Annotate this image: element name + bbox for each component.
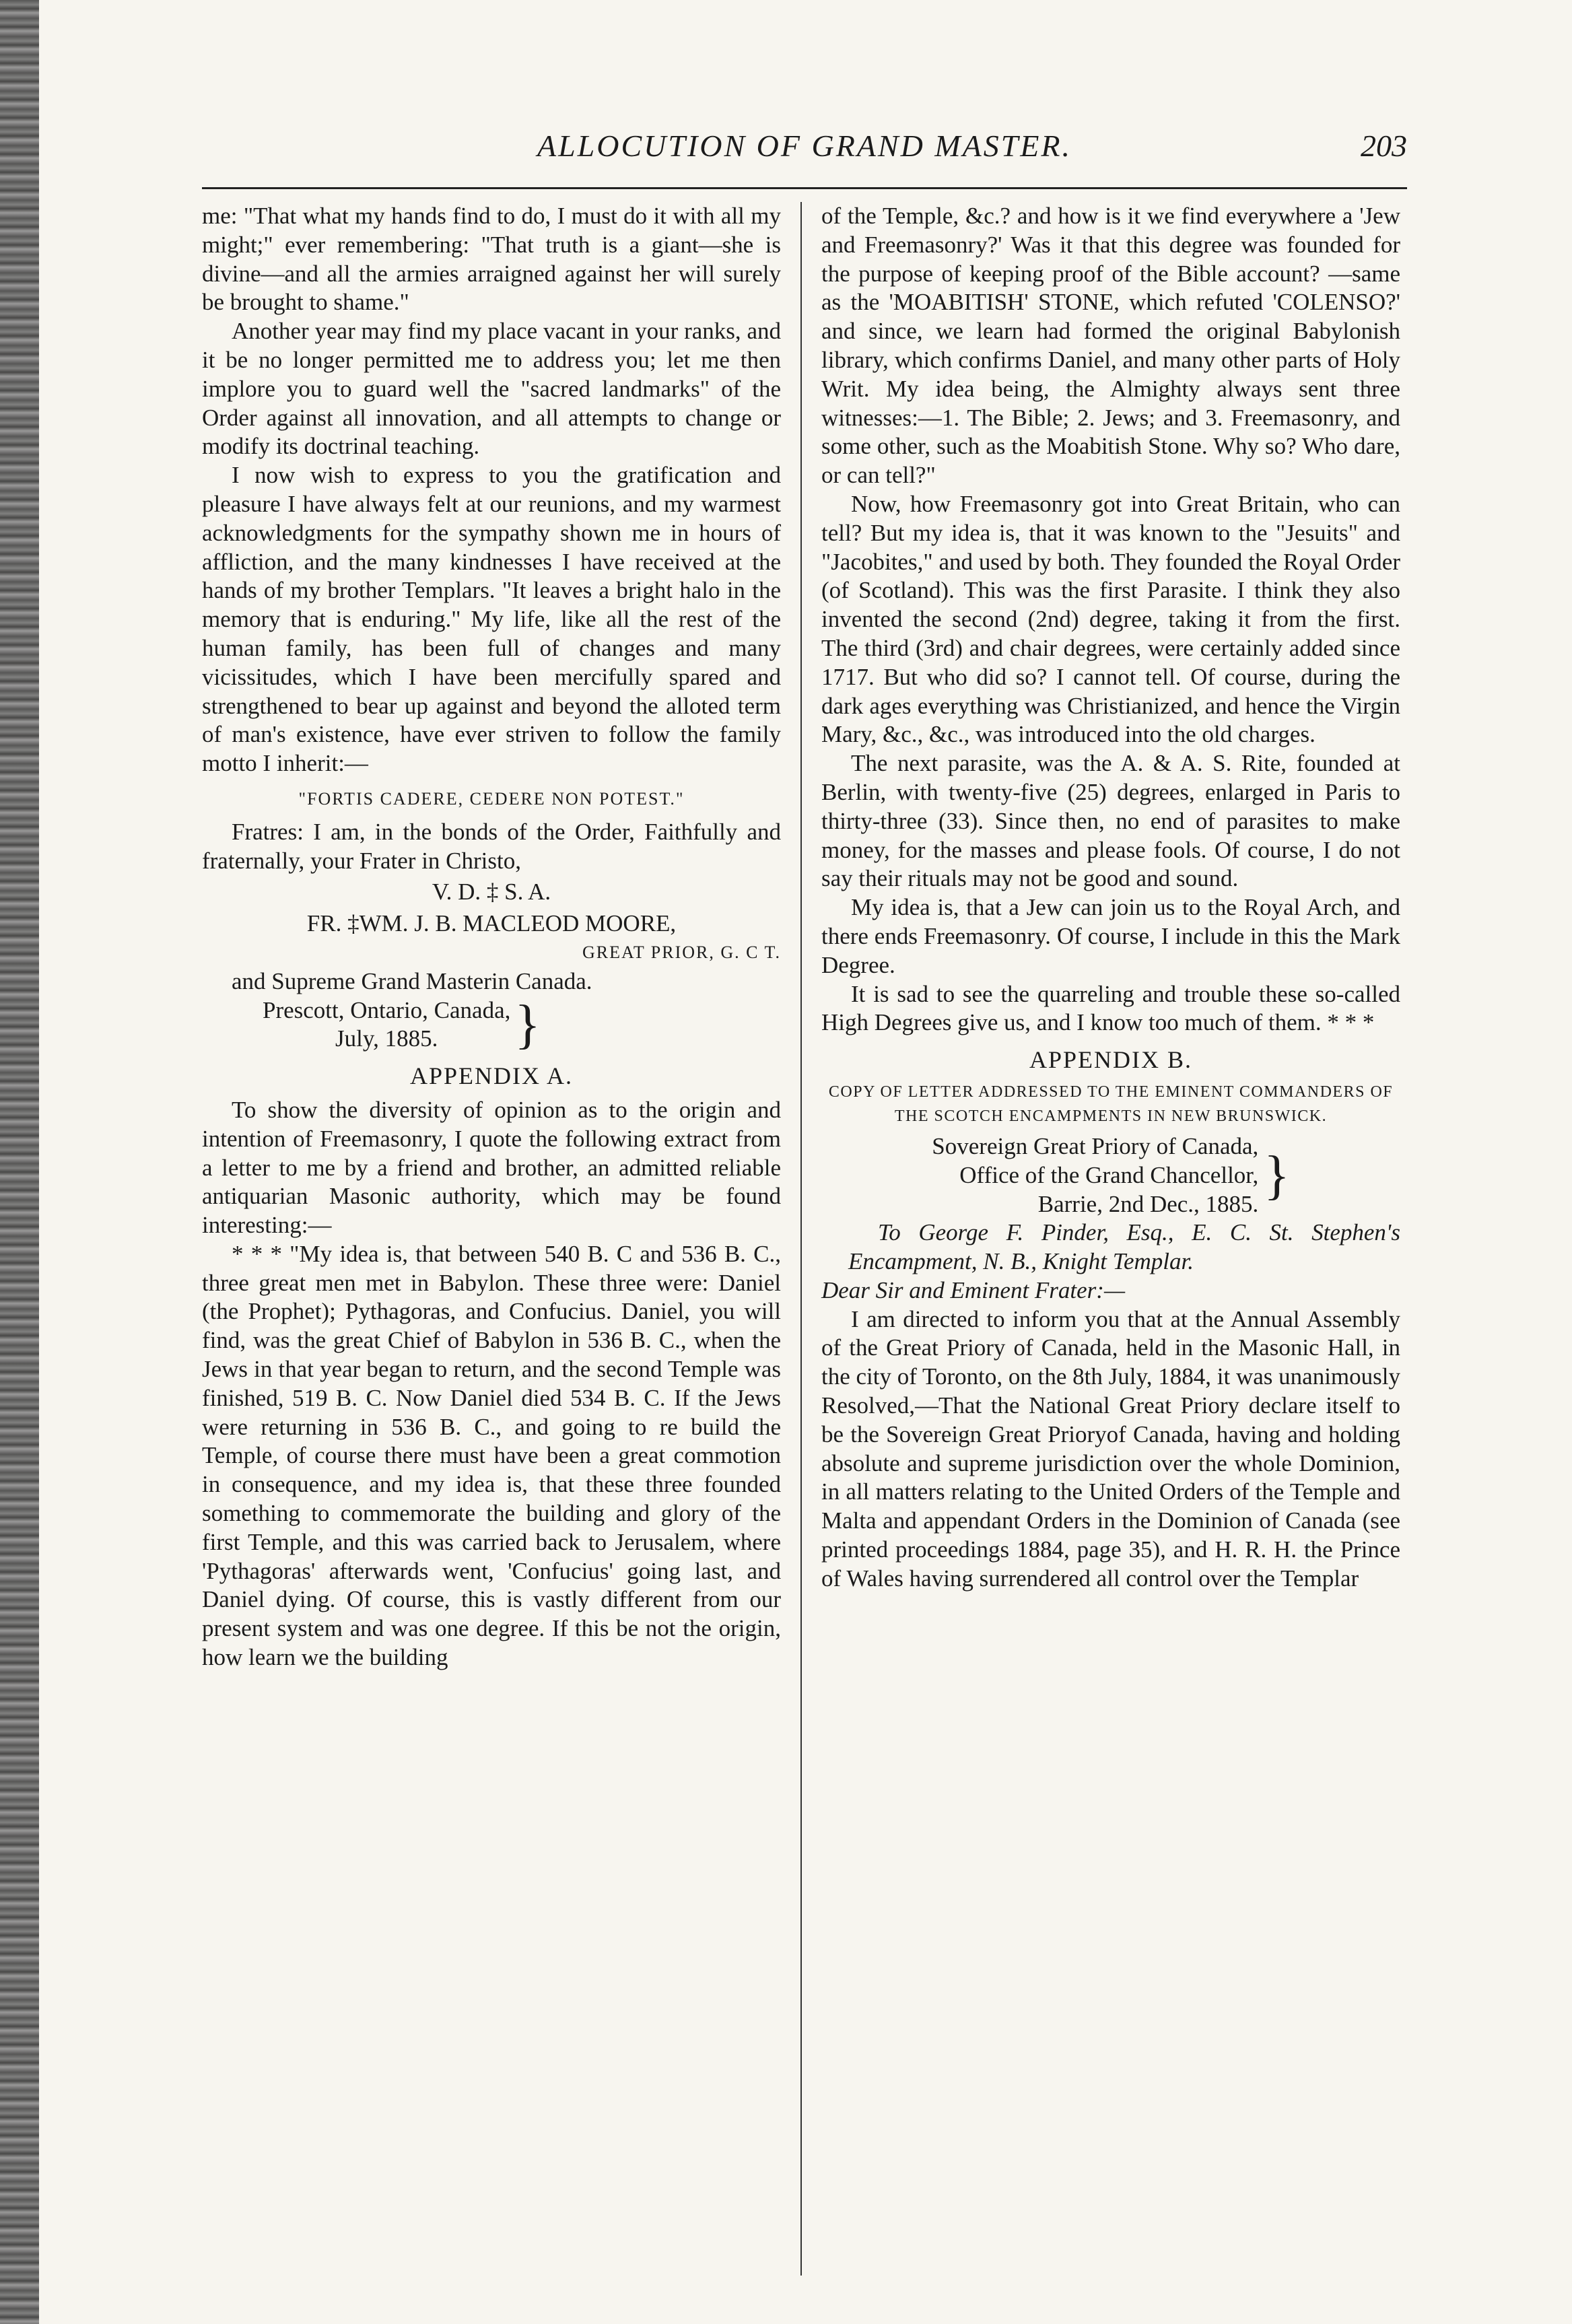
column-divider <box>800 202 802 2276</box>
family-motto: "FORTIS CADERE, CEDERE NON POTEST." <box>298 788 685 809</box>
letter-heading: COPY OF LETTER ADDRESSED TO THE EMINENT COMMANDERS OF THE SCOTCH ENCAMPMENTS IN NEW BRUNSWICK. <box>828 1083 1394 1125</box>
dateline-place: Prescott, Ontario, Canada, <box>263 996 511 1023</box>
scan-binding-edge <box>0 0 39 2324</box>
paragraph: of the Temple, &c.? and how is it we find everywhere a 'Jew and Freemasonry?' Was it that this degree was founded for the purpose of keeping proof of the Bible account? —same as the 'MOABITISH' STONE, which refuted 'COLENSO?' and since, we learn had formed the original Babylonish library, which confirms Daniel, and many other parts of Holy Writ. My idea being, the Almighty always sent three witnesses:—1. The Bible; 2. Jews; and 3. Freemasonry, and some other, such as the Moabitish Stone. Why so? Who dare, or can tell?" <box>821 203 1400 489</box>
signature-initials: V. D. ‡ S. A. <box>432 879 551 905</box>
paragraph: Now, how Freemasonry got into Great Britain, who can tell? But my idea is, that it was known to the "Jesuits" and "Jacobites," and used by both. They founded the Royal Order (of Scotland). This was the first Parasite. I think they also invented the second (2nd) degree, taking it from the first. The third (3rd) and chair degrees, were certainly added since 1717. But who did so? I cannot tell. Of course, during the dark ages everything was Christianized, and hence the Virgin Mary, &c., &c., was introduced into the old charges. <box>821 490 1400 748</box>
signature-title: GREAT PRIOR, G. C T. <box>582 942 781 962</box>
header-rule <box>202 187 1407 189</box>
left-column <box>202 202 781 1672</box>
paragraph: * * * "My idea is, that between 540 B. C and 536 B. C., three great men met in Babylon. These three were: Daniel (the Prophet); Pythagoras, and Confucius. Daniel, you will find, was the great Chief of Babylon in 536 B. C., when the Jews in that year began to return, and the second Temple was finished, 519 B. C. Now Daniel died 534 B. C. If the Jews were returning in 536 B. C., and going to re build the Temple, of course there must have been a great commotion in consequence, and my idea is, that these three founded something to commemorate the building and glory of the first Temple, and this was carried back to Jerusalem, where 'Pythagoras' afterwards went, 'Confucius' going last, and Daniel dying. Of course, this is vastly different from our present system and was one degree. If this be not the origin, how learn we the building <box>202 1240 781 1671</box>
address-line: Barrie, 2nd Dec., 1885. <box>1037 1190 1259 1217</box>
paragraph: It is sad to see the quarreling and trouble these so-called High Degrees give us, and I know too much of them. * * * <box>821 980 1400 1036</box>
address-line: Sovereign Great Priory of Canada, <box>932 1132 1259 1159</box>
brace-glyph: } <box>514 995 541 1055</box>
paragraph: My idea is, that a Jew can join us to the Royal Arch, and there ends Freemasonry. Of course, I include in this the Mark Degree. <box>821 894 1400 978</box>
address-line: Office of the Grand Chancellor, <box>959 1161 1259 1188</box>
right-column <box>821 202 1400 1594</box>
paragraph: Another year may find my place vacant in your ranks, and it be no longer permitted me to address you; let me then implore you to guard well the "sacred landmarks" of the Order against all innovation, and all attempts to change or modify its doctrinal teaching. <box>202 318 781 460</box>
paragraph: me: "That what my hands find to do, I must do it with all my might;" ever remembering: "That truth is a giant—she is divine—and all the armies arraigned against her will surely be brought to shame." <box>202 203 781 316</box>
addressee: To George F. Pinder, Esq., E. C. St. Stephen's Encampment, N. B., Knight Templar. <box>848 1219 1400 1275</box>
book-page <box>202 101 1407 2289</box>
dateline-date: July, 1885. <box>335 1025 438 1052</box>
signature-name: FR. ‡WM. J. B. MACLEOD MOORE, <box>306 910 677 937</box>
salutation: Dear Sir and Eminent Frater:— <box>821 1276 1126 1303</box>
appendix-b-heading: APPENDIX B. <box>1029 1046 1193 1074</box>
running-title: ALLOCUTION OF GRAND MASTER. <box>537 129 1072 163</box>
brace-glyph: } <box>1264 1146 1290 1206</box>
running-header <box>202 128 1407 175</box>
dateline <box>263 996 781 1054</box>
paragraph: The next parasite, was the A. & A. S. Rite, founded at Berlin, with twenty-five (25) degrees, enlarged in Paris to thirty-three (33). Since then, no end of parasites to make money, for the masses and please fools. Of course, I do not say their rituals may not be good and sound. <box>821 750 1400 892</box>
paragraph: To show the diversity of opinion as to the origin and intention of Freemasonry, I quote the following extract from a letter to me by a friend and brother, an admitted reliable antiquarian Masonic authority, which may be found interesting:— <box>202 1096 781 1239</box>
paragraph: I am directed to inform you that at the Annual Assembly of the Great Priory of Canada, held in the Masonic Hall, in the city of Toronto, on the 8th July, 1884, it was unanimously Resolved,—That the National Great Priory declare itself to be the Sovereign Great Prioryof Canada, having and holding absolute and supreme jurisdiction over the whole Dominion, in all matters relating to the United Orders of the Temple and Malta and appendant Orders in the Dominion of Canada (see printed proceedings 1884, page 35), and H. R. H. the Prince of Wales having surrendered all control over the Templar <box>821 1305 1400 1592</box>
paragraph: Fratres: I am, in the bonds of the Order, Faithfully and fraternally, your Frater in Christo, <box>202 818 781 874</box>
letter-address <box>821 1132 1400 1219</box>
appendix-a-heading: APPENDIX A. <box>409 1062 574 1090</box>
signature-line: and Supreme Grand Masterin Canada. <box>232 967 592 994</box>
paragraph: I now wish to express to you the gratification and pleasure I have always felt at our reunions, and my warmest acknowledgments for the sympathy shown me in hours of affliction, and the many kindnesses I have received at the hands of my brother Templars. "It leaves a bright halo in the memory that is enduring." My life, like all the rest of the human family, has been full of changes and many vicissitudes, which I have been mercifully spared and strengthened to bear up against and beyond the alloted term of man's existence, have ever striven to follow the family motto I inherit:— <box>202 462 781 777</box>
page-number: 203 <box>1361 129 1407 163</box>
